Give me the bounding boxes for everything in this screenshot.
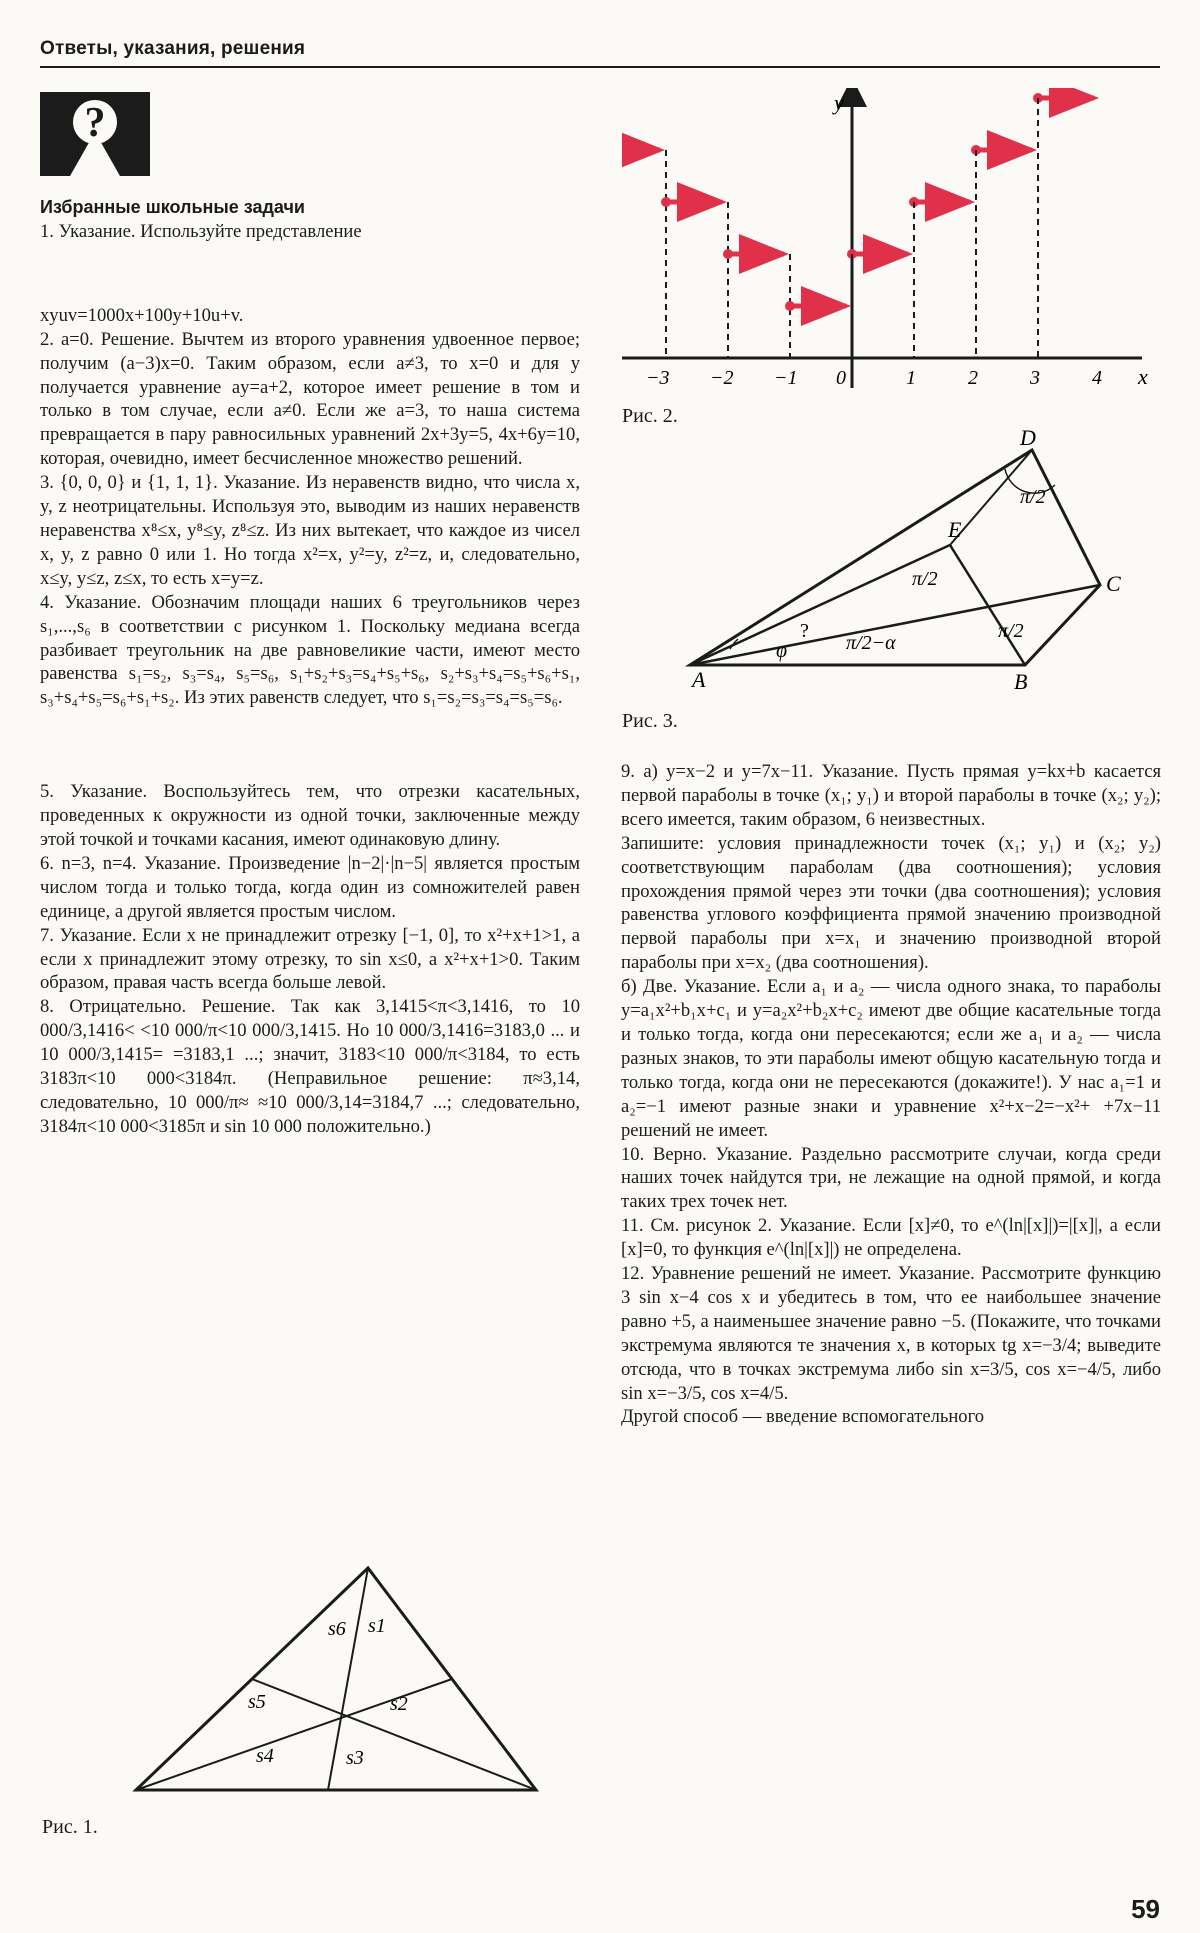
answer-8: 8. Отрицательно. Решение. Так как 3,1415<π<3,1416, то 10 000/3,1416< <10 000/π<10 000/3,1415. Но 10 000/3,1416=3183,0 ... и 10 000/3,1415= =3183,1 ...; значит, 3183<10 000/π<3184, то есть 3183π<10 000<3184π. (Неправильное решение: π≈3,14, следовательно, 10 000/π≈ ≈10 000/3,14=3184,7 ...; следовательно, 3184π<10 000<3185π и sin 10 000 положительно.) [40,996,580,1137]
fig3-angle-phi: φ [776,640,788,662]
right-column [621,760,1161,1429]
left-column [40,196,580,1139]
figure-3-caption: Рис. 3. [622,710,678,732]
answer-5: 5. Указание. Воспользуйтесь тем, что отрезки касательных, проведенных к окружности из одной точки, заключенные между этой точкой и точками касания, имеют одинаковую длину. [40,781,580,851]
fig2-step-dot [785,301,795,311]
fig2-axis-y: y [834,90,844,115]
fig2-step-dot [661,197,671,207]
answer-10: 10. Верно. Указание. Раздельно рассмотрите случаи, когда среди наших точек найдутся три, не лежащие на одной прямой, и когда таких трех точек нет. [621,1143,1161,1213]
fig1-label-s4: s4 [256,1745,274,1767]
page-header: Ответы, указания, решения [40,38,306,59]
answer-2: 2. a=0. Решение. Вычтем из второго уравнения удвоенное первое; получим (a−3)x=0. Таким образом, если a≠3, то x=0 и для y получается уравнение ay=a+2, которое имеет решение в том и только в том случае, если a≠0. Если же a=3, то наша система превращается в пару равносильных уравнений 2x+3y=5, 4x+6y=10, которая, очевидно, имеет бесчисленное множество решений. [40,328,580,470]
fig3-point-b: B [1014,669,1028,694]
fig3-point-c: C [1106,571,1121,596]
fig2-tick-2: 2 [968,367,978,389]
fig2-tick-m3: −3 [646,367,670,389]
fig2-tick-0: 0 [836,367,846,389]
figure-2-caption: Рис. 2. [622,405,678,427]
answer-12: 12. Уравнение решений не имеет. Указание. Рассмотрите функцию 3 sin x−4 cos x и убедитесь в том, что ее наибольшее значение равно +5, а наименьшее значение равно −5. (Покажите, что точками экстремума являются те значения x, в которых tg x=−3/4; выведите отсюда, что в точках экстремума либо sin x=3/5, cos x=−4/5, либо sin x=−3/5, cos x=4/5. [621,1263,1161,1404]
figure-1-caption: Рис. 1. [42,1816,98,1838]
fig3-angle-d: π/2 [1020,486,1046,508]
fig1-label-s5: s5 [248,1691,266,1713]
fig2-axis-x: x [1138,364,1148,389]
answer-9a: 9. а) y=x−2 и y=7x−11. Указание. Пусть прямая y=kx+b касается первой параболы в точке (x₁; y₁) и второй параболы в точке (x₂; y₂); всего имеется, таким образом, 6 неизвестных. [621,761,1161,830]
fig2-tick-3: 3 [1030,367,1040,389]
fig2-tick-4: 4 [1092,367,1102,389]
fig3-angle-b: π/2 [998,620,1024,642]
fig1-label-s1: s1 [368,1615,386,1637]
answer-7: 7. Указание. Если x не принадлежит отрезку [−1, 0], то x²+x+1>1, а если x принадлежит этому отрезку, то sin x≤0, а x²+x+1>0. Таким образом, правая часть всегда больше левой. [40,924,580,994]
answer-1-formula: xyuv=1000x+100y+10u+v. [40,304,244,326]
answer-6: 6. n=3, n=4. Указание. Произведение |n−2|·|n−5| является простым числом тогда и только тогда, когда один из сомножителей равен единице, а другой является простым числом. [40,852,580,922]
page-number: 59 [1131,1894,1160,1924]
answer-12-continued: Другой способ — введение вспомогательного [621,1406,985,1428]
answer-1: 1. Указание. Используйте представление [40,220,362,242]
fig1-label-s2: s2 [390,1693,408,1715]
answer-9b: б) Две. Указание. Если a₁ и a₂ — числа одного знака, то параболы y=a₁x²+b₁x+c₁ и y=a₂x²+b₂x+c₂ имеют две общие касательные тогда и только тогда, когда они пересекаются; если же a₁ и a₂ — числа разных знаков, то эти параболы имеют общую касательную тогда и только тогда, когда они не пересекаются (докажите!). У нас a₁=1 и a₂=−1 имеют разные знаки и уравнение x²+x−2=−x²+ +7x−11 решений не имеет. [621,976,1161,1141]
fig1-label-s6: s6 [328,1618,346,1640]
fig3-point-d: D [1020,425,1036,450]
answer-4: 4. Указание. Обозначим площади наших 6 треугольников через s₁,...,s₆ в соответствии с рисунком 1. Поскольку медиана всегда разбивает треугольник на две равновеликие части, имеют место равенства s₁=s₂, s₃=s₄, s₅=s₆, s₁+s₂+s₃=s₄+s₅+s₆, s₂+s₃+s₄=s₅+s₆+s₁, s₃+s₄+s₅=s₆+s₁+s₂. Из этих равенств следует, что s₁=s₂=s₃=s₄=s₅=s₆. [40,591,580,709]
fig3-point-e: E [948,517,962,542]
question-mark-emblem-icon [40,92,150,176]
figure-2-step-graph [622,88,1162,398]
answer-9a-hint: Запишите: условия принадлежности точек (x₁; y₁) и (x₂; y₂) соответствующим параболам (два соотношения); условия прохождения прямой через эти точки (два соотношения); условия равенства углового коэффициента прямой значению производной первой параболы при x=x₁ и значению производной второй параболы при x=x₂ (два соотношения). [621,832,1161,974]
header-rule [40,66,1160,68]
figure-3-geometry [650,425,1130,695]
fig2-tick-1: 1 [906,367,916,389]
fig2-tick-m2: −2 [710,367,734,389]
fig3-angle-a: π/2−α [846,632,896,654]
section-title: Избранные школьные задачи [40,197,305,217]
fig3-angle-e: π/2 [912,568,938,590]
fig3-angle-question: ? [800,620,809,642]
fig3-point-a: A [692,667,706,692]
fig2-step-dot [723,249,733,259]
answer-11: 11. См. рисунок 2. Указание. Если [x]≠0, то e^(ln|[x]|)=|[x]|, а если [x]=0, то функция e^(ln|[x]|) не определена. [621,1215,1161,1261]
answer-3: 3. {0, 0, 0} и {1, 1, 1}. Указание. Из неравенств видно, что числа x, y, z неотрицательны. Используя это, выводим из наших неравенств неравенства x⁸≤x, y⁸≤y, z⁸≤z. Из них вытекает, что каждое из чисел x, y, z равно 0 или 1. Но тогда x²=x, y²=y, z²=z, и, следовательно, x≤y, y≤z, z≤x, то есть x=y=z. [40,472,580,589]
fig2-tick-m1: −1 [774,367,798,389]
fig2-step-dot [622,145,627,155]
svg-text:?: ? [84,100,106,146]
fig1-label-s3: s3 [346,1747,364,1769]
figure-1-triangle [128,1560,548,1800]
